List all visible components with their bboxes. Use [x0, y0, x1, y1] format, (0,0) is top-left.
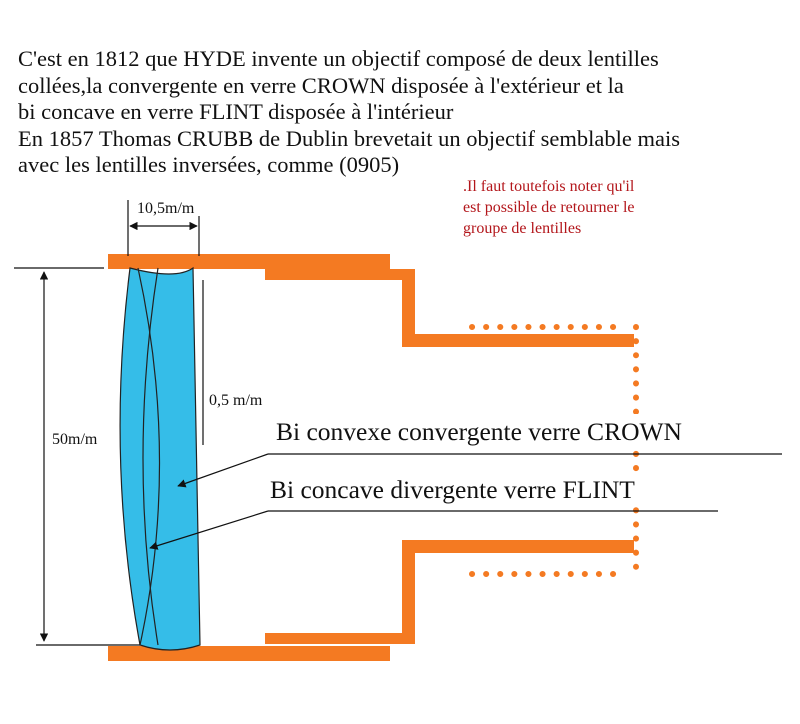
intro-line-4: En 1857 Thomas CRUBB de Dublin brevetait un objectif semblable mais: [18, 125, 680, 151]
intro-line-5: avec les lentilles inversées, comme (0905): [18, 152, 400, 177]
intro-line-2: collées,la convergente en verre CROWN disposée à l'extérieur et la: [18, 72, 624, 98]
flint-callout: [150, 472, 718, 548]
note-line-1: .Il faut toutefois noter qu'il: [463, 178, 635, 195]
note-line-3: groupe de lentilles: [463, 220, 582, 237]
thickness-label: 10,5m/m: [137, 200, 195, 217]
tube-top-riser: [402, 269, 415, 337]
note-line-2: est possible de retourner le: [463, 199, 635, 216]
tube-extension-dotted: [472, 327, 636, 574]
tube-top-inner-wall: [265, 269, 415, 280]
intro-line-3: bi concave en verre FLINT disposée à l'intérieur: [18, 99, 454, 124]
lens-group: [120, 268, 200, 650]
gap-label: 0,5 m/m: [209, 392, 263, 409]
diameter-label: 50m/m: [52, 431, 98, 448]
flint-label: Bi concave divergente verre FLINT: [270, 475, 635, 504]
thickness-dimension: [128, 200, 199, 256]
tube-top-step: [402, 334, 634, 347]
tube-bottom-inner-wall: [265, 633, 415, 644]
intro-line-1: C'est en 1812 que HYDE invente un objectif composé de deux lentilles: [18, 46, 659, 71]
tube-top-wall: [108, 254, 390, 269]
tube-bottom-riser: [402, 544, 415, 644]
gap-dimension: [203, 280, 263, 445]
tube-bottom-step: [402, 540, 634, 553]
crown-label: Bi convexe convergente verre CROWN: [276, 417, 682, 446]
